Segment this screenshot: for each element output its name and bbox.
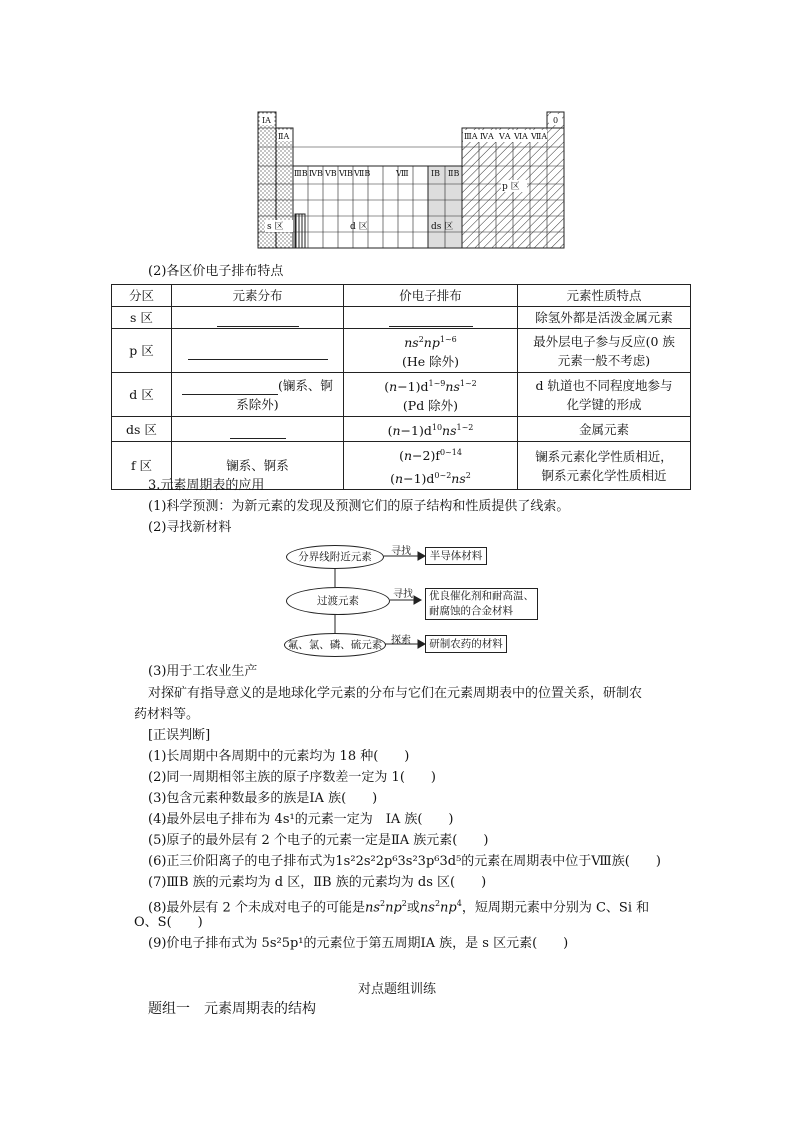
- question-group-title: 题组一 元素周期表的结构: [148, 1001, 316, 1017]
- zone-d: d 区: [112, 373, 172, 417]
- config-ds: $(n-1)d^{10}ns^{1\sim 2}$: [344, 417, 518, 442]
- region-label-p: p 区: [502, 182, 520, 192]
- section3-para-line1: 对探矿有指导意义的是地球化学元素的分布与它们在元素周期表中的位置关系，研制农: [148, 686, 643, 701]
- blank-d-distribution[interactable]: [182, 380, 278, 395]
- group-label-IVB: ⅣB: [309, 169, 323, 178]
- judgement-q2[interactable]: (2)同一周期相邻主族的原子序数差一定为 1( ): [148, 770, 436, 785]
- group-label-VA: ⅤA: [499, 132, 511, 141]
- zone-ds: ds 区: [112, 417, 172, 442]
- property-s: 除氢外都是活泼金属元素: [518, 307, 691, 329]
- group-label-VB: ⅤB: [325, 169, 337, 178]
- group-label-VIII: Ⅷ: [396, 169, 409, 178]
- zone-s: s 区: [112, 307, 172, 329]
- table-row-p: [112, 329, 691, 373]
- header-property: 元素性质特点: [518, 285, 691, 307]
- group-label-VIIB: ⅦB: [354, 169, 371, 178]
- note-d: (Pd 除外): [402, 398, 459, 414]
- header-distribution: 元素分布: [172, 285, 344, 307]
- config-d: $(n-1)d^{1\sim 9}ns^{1\sim 2}$ (Pd 除外): [344, 373, 518, 417]
- property-ds: 金属元素: [518, 417, 691, 442]
- group-label-VIIA: ⅦA: [531, 132, 548, 141]
- section3-heading: 3.元素周期表的应用: [148, 478, 265, 493]
- group-label-0: 0: [553, 116, 559, 125]
- node-transition-elements: 过渡元素: [286, 587, 390, 615]
- judgement-q5[interactable]: (5)原子的最外层有 2 个电子的元素一定是ⅡA 族元素( ): [148, 833, 489, 848]
- target-semiconductor: 半导体材料: [425, 547, 487, 565]
- target-pesticide: 研制农药的材料: [425, 635, 507, 653]
- zone-f: f 区: [112, 442, 172, 489]
- target-catalyst-alloy: 优良催化剂和耐高温、 耐腐蚀的合金材料: [425, 588, 538, 620]
- periodic-table-diagram: [256, 110, 568, 250]
- header-config: 价电子排布: [344, 285, 518, 307]
- group-label-IB: ⅠB: [431, 169, 441, 178]
- group-label-IIA: ⅡA: [278, 132, 290, 141]
- blank-s-config[interactable]: [389, 312, 473, 327]
- node-boundary-elements: 分界线附近元素: [286, 545, 384, 569]
- section3-item2: (2)寻找新材料: [148, 520, 232, 535]
- note-p: (He 除外): [401, 354, 460, 370]
- judgement-q8[interactable]: (8)最外层有 2 个未成对电子的可能是$ns^2np^2$或$ns^2np^4$，短周期元素中分别为 C、Si 和: [148, 899, 650, 916]
- table-header-row: [112, 285, 691, 307]
- property-p: 最外层电子参与反应(0 族 元素一般不考虑): [518, 329, 691, 373]
- arrow-label-1: 寻找: [391, 546, 411, 557]
- judgement-q9[interactable]: (9)价电子排布式为 5s²5p¹的元素位于第五周期ⅠA 族，是 s 区元素( ): [148, 936, 569, 951]
- practice-section-title: 对点题组训练: [357, 982, 436, 997]
- node-fcps-elements: 氟、氯、磷、硫元素: [284, 633, 386, 657]
- blank-ds-distribution[interactable]: [230, 424, 286, 439]
- group-label-IA: ⅠA: [262, 116, 271, 125]
- section3-item3: (3)用于工农业生产: [148, 664, 258, 679]
- region-label-s: s 区: [267, 222, 284, 232]
- region-table: [111, 284, 691, 490]
- judgement-q3[interactable]: (3)包含元素种数最多的族是ⅠA 族( ): [148, 791, 378, 806]
- zone-p: p 区: [112, 329, 172, 373]
- blank-s-distribution[interactable]: [217, 312, 299, 327]
- distribution-f: 镧系、锕系: [172, 442, 344, 489]
- region-label-ds: ds 区: [431, 222, 454, 232]
- judgement-q6[interactable]: (6)正三价阳离子的电子排布式为1s²2s²2p⁶3s²3p⁶3d⁵的元素在周期表中位于Ⅷ族( ): [148, 854, 661, 869]
- arrow-label-2: 寻找: [393, 589, 413, 600]
- judgement-q7[interactable]: (7)ⅢB 族的元素均为 d 区，ⅡB 族的元素均为 ds 区( ): [148, 875, 487, 890]
- section2-heading: (2)各区价电子排布特点: [148, 264, 284, 279]
- table-row-ds: [112, 417, 691, 442]
- judgement-heading: [正误判断]: [148, 728, 211, 743]
- distribution-d: (镧系、锕 系除外): [172, 373, 344, 417]
- group-label-VIA: ⅥA: [514, 132, 528, 141]
- section3-para-line2: 药材料等。: [134, 707, 200, 722]
- group-label-IIIA: ⅢA: [464, 132, 478, 141]
- table-row-d: [112, 373, 691, 417]
- config-f: $(n-2)f^{0\sim 14}$ $(n-1)d^{0\sim 2}ns^2$: [344, 442, 518, 489]
- group-label-IVA: ⅣA: [480, 132, 494, 141]
- group-label-IIB: ⅡB: [448, 169, 460, 178]
- section3-item1: (1)科学预测：为新元素的发现及预测它们的原子结构和性质提供了线索。: [148, 499, 570, 514]
- config-p: $ns^2np^{1\sim 6}$ (He 除外): [344, 329, 518, 373]
- arrow-label-3: 探索: [391, 635, 411, 646]
- property-f: 镧系元素化学性质相近， 锕系元素化学性质相近: [518, 442, 691, 489]
- region-label-d: d 区: [350, 222, 368, 232]
- judgement-q4[interactable]: (4)最外层电子排布为 4s¹的元素一定为 ⅠA 族( ): [148, 812, 454, 827]
- judgement-q8-line2: O、S( ): [134, 915, 203, 930]
- blank-p-distribution[interactable]: [188, 345, 328, 360]
- group-label-IIIB: ⅢB: [294, 169, 308, 178]
- group-label-VIB: ⅥB: [339, 169, 353, 178]
- table-row-s: [112, 307, 691, 329]
- judgement-q1[interactable]: (1)长周期中各周期中的元素均为 18 种( ): [148, 749, 410, 764]
- header-zone: 分区: [112, 285, 172, 307]
- property-d: d 轨道也不同程度地参与 化学键的形成: [518, 373, 691, 417]
